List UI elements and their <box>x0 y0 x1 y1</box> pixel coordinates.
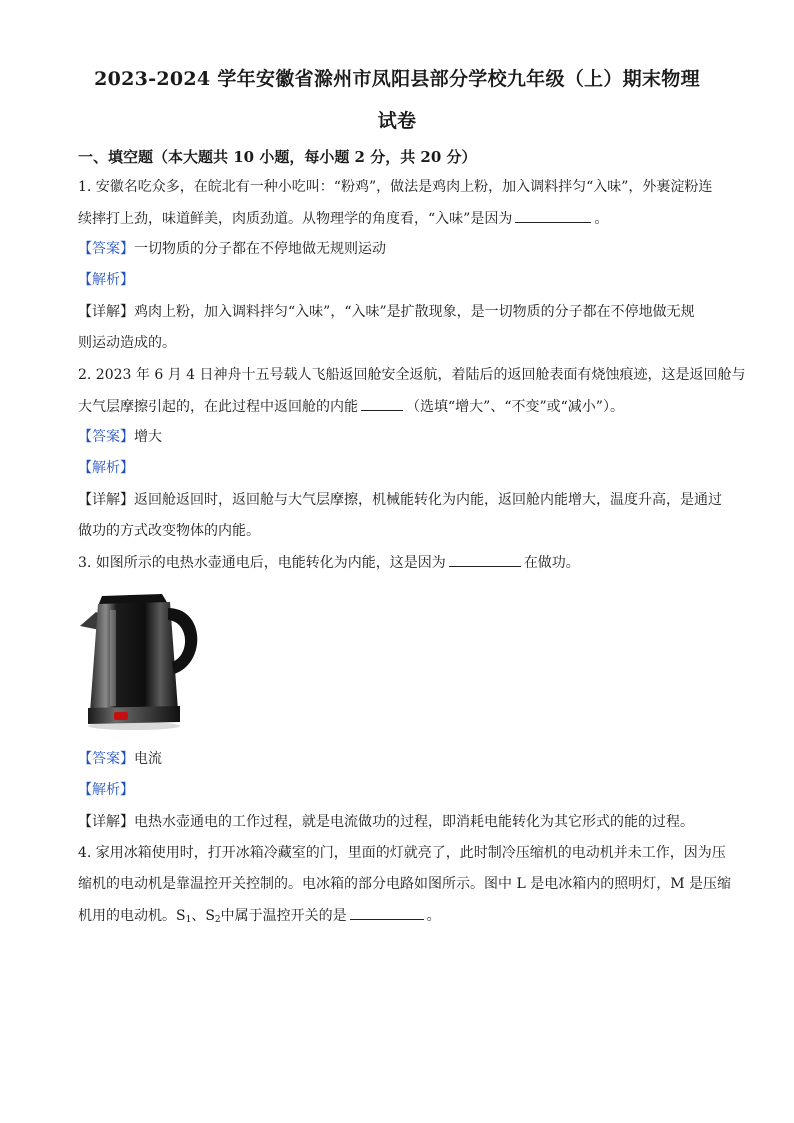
q1-line1: 1. 安徽名吃众多，在皖北有一种小吃叫：“粉鸡”，做法是鸡肉上粉，加入调料拌匀“入味”，外裹淀粉连 <box>78 179 713 195</box>
doc-title-line1: 2023-2024 学年安徽省滁州市凤阳县部分学校九年级（上）期末物理 <box>94 68 700 90</box>
section-heading: 一、填空题（本大题共 10 小题，每小题 2 分，共 20 分） <box>78 148 477 166</box>
q4-line3 <box>78 905 441 930</box>
doc-title-line2: 试卷 <box>377 110 417 132</box>
s2-subscript: 2 <box>214 915 221 925</box>
q3-blank <box>449 552 521 567</box>
q1-line2 <box>78 208 608 229</box>
q3-analysis-tag: 【解析】 <box>78 782 134 798</box>
q2-line2-text: 大气层摩擦引起的，在此过程中返回舱的内能 <box>78 399 358 415</box>
q3-answer <box>78 749 162 769</box>
q2-detail-line2: 做功的方式改变物体的内能。 <box>78 523 260 539</box>
q2-line2-end: （选填“增大”、“不变”或“减小”）。 <box>406 399 624 415</box>
q4-line1: 4. 家用冰箱使用时，打开冰箱冷藏室的门，里面的灯就亮了，此时制冷压缩机的电动机并未工作，因为压 <box>78 845 726 861</box>
detail-tag: 【详解】 <box>78 814 134 830</box>
answer-tag: 【答案】 <box>78 751 134 767</box>
q2-detail-text1: 返回舱返回时，返回舱与大气层摩擦，机械能转化为内能，返回舱内能增大，温度升高，是通过 <box>134 492 722 508</box>
q1-line2-end: 。 <box>594 211 609 227</box>
q3-detail-text1: 电热水壶通电的工作过程，就是电流做功的过程，即消耗电能转化为其它形式的能的过程。 <box>134 814 694 830</box>
detail-tag: 【详解】 <box>78 304 134 320</box>
q4-line3-post: 中属于温控开关的是 <box>220 908 347 924</box>
q2-blank <box>361 396 403 411</box>
q1-detail-text1: 鸡肉上粉，加入调料拌匀“入味”，“入味”是扩散现象，是一切物质的分子都在不停地做无规 <box>134 304 695 320</box>
q4-line3-pre: 机用的电动机。S <box>78 908 186 924</box>
q4-blank <box>350 905 424 920</box>
q1-answer-text: 一切物质的分子都在不停地做无规则运动 <box>134 241 386 257</box>
s1-subscript: 1 <box>185 915 192 925</box>
q1-answer <box>78 239 386 259</box>
q2-line1: 2. 2023 年 6 月 4 日神舟十五号载人飞船返回舱安全返航，着陆后的返回舱表面有烧蚀痕迹，这是返回舱与 <box>78 367 746 383</box>
q2-answer <box>78 427 162 447</box>
q3-detail-line1 <box>78 812 694 832</box>
q2-detail-line1 <box>78 490 722 510</box>
q4-line2: 缩机的电动机是靠温控开关控制的。电冰箱的部分电路如图所示。图中 L 是电冰箱内的照明灯，M 是压缩 <box>78 876 731 892</box>
q3-line1 <box>78 552 580 573</box>
q1-detail-line1 <box>78 302 695 322</box>
q3-line1-end: 在做功。 <box>523 555 580 571</box>
answer-tag: 【答案】 <box>78 241 134 257</box>
q3-answer-text: 电流 <box>134 751 162 767</box>
q3-line1-text: 3. 如图所示的电热水壶通电后，电能转化为内能，这是因为 <box>78 555 446 571</box>
q1-analysis-tag: 【解析】 <box>78 272 134 288</box>
q1-line2-text: 续摔打上劲，味道鲜美，肉质劲道。从物理学的角度看，“入味”是因为 <box>78 211 513 227</box>
electric-kettle-image <box>74 586 198 732</box>
q2-analysis-tag: 【解析】 <box>78 460 134 476</box>
q2-line2 <box>78 396 624 417</box>
q2-answer-text: 增大 <box>134 429 162 445</box>
detail-tag: 【详解】 <box>78 492 134 508</box>
q4-line3-mid: 、S <box>191 908 215 924</box>
q1-blank <box>515 208 591 223</box>
q4-line3-end: 。 <box>426 908 441 924</box>
answer-tag: 【答案】 <box>78 429 134 445</box>
q1-detail-line2: 则运动造成的。 <box>78 335 176 351</box>
